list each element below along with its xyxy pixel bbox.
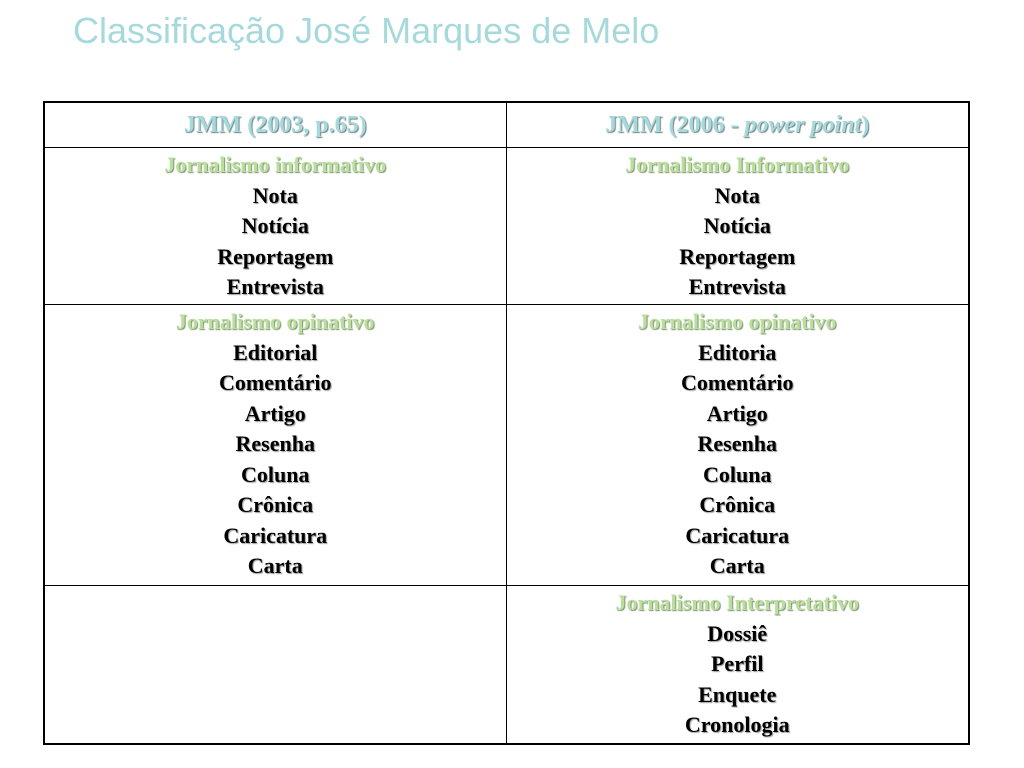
genre-item: Crônica xyxy=(237,492,314,517)
cell-2003-empty xyxy=(44,586,506,745)
genre-item: Nota xyxy=(714,182,760,208)
genre-item: Carta xyxy=(247,553,303,578)
classification-table xyxy=(43,101,970,745)
slide-title: Classificação José Marques de Melo xyxy=(73,10,660,51)
genre-item: Resenha xyxy=(697,431,777,456)
genre-item: Caricatura xyxy=(223,522,328,548)
genre-item: Coluna xyxy=(241,461,310,487)
header-jmm-2006 xyxy=(506,102,969,148)
table-row-informativo xyxy=(44,148,969,305)
category-label: Jornalismo informativo xyxy=(164,152,387,177)
header-jmm-2006-prefix: JMM (2006 - xyxy=(605,111,745,138)
table-header-row xyxy=(44,102,969,148)
genre-item: Nota xyxy=(252,182,298,208)
table-row-interpretativo xyxy=(44,586,969,745)
genre-item: Entrevista xyxy=(688,274,786,299)
category-label: Jornalismo opinativo xyxy=(175,309,375,334)
cell-2006-informativo xyxy=(506,148,969,305)
table-row-opinativo xyxy=(44,305,969,586)
genre-item: Coluna xyxy=(703,461,772,487)
genre-item: Resenha xyxy=(235,431,315,456)
genre-item: Notícia xyxy=(241,213,309,238)
header-jmm-2003-label: JMM (2003, p.65) xyxy=(183,111,367,138)
genre-item: Reportagem xyxy=(679,243,796,269)
genre-item: Comentário xyxy=(219,370,332,395)
genre-item: Editoria xyxy=(698,339,777,365)
header-jmm-2003 xyxy=(44,102,506,148)
cell-2006-interpretativo xyxy=(506,586,969,745)
genre-item: Perfil xyxy=(710,651,764,676)
category-label: Jornalismo Interpretativo xyxy=(615,590,859,615)
genre-item: Cronologia xyxy=(684,712,790,737)
category-label: Jornalismo opinativo xyxy=(637,309,837,334)
genre-item: Comentário xyxy=(681,370,794,395)
genre-item: Notícia xyxy=(703,213,771,238)
genre-item: Enquete xyxy=(698,681,777,707)
category-label: Jornalismo Informativo xyxy=(625,152,850,177)
genre-item: Editorial xyxy=(233,339,318,365)
genre-item: Reportagem xyxy=(217,243,334,269)
header-jmm-2006-em: power point xyxy=(744,111,862,138)
header-jmm-2006-suffix: ) xyxy=(861,111,870,138)
cell-2003-opinativo xyxy=(44,305,506,586)
cell-2006-opinativo xyxy=(506,305,969,586)
genre-item: Entrevista xyxy=(226,274,324,299)
genre-item: Dossiê xyxy=(707,620,768,646)
cell-2003-informativo xyxy=(44,148,506,305)
genre-item: Artigo xyxy=(706,400,768,426)
genre-item: Carta xyxy=(709,553,765,578)
genre-item: Caricatura xyxy=(685,522,790,548)
genre-item: Artigo xyxy=(244,400,306,426)
genre-item: Crônica xyxy=(699,492,776,517)
